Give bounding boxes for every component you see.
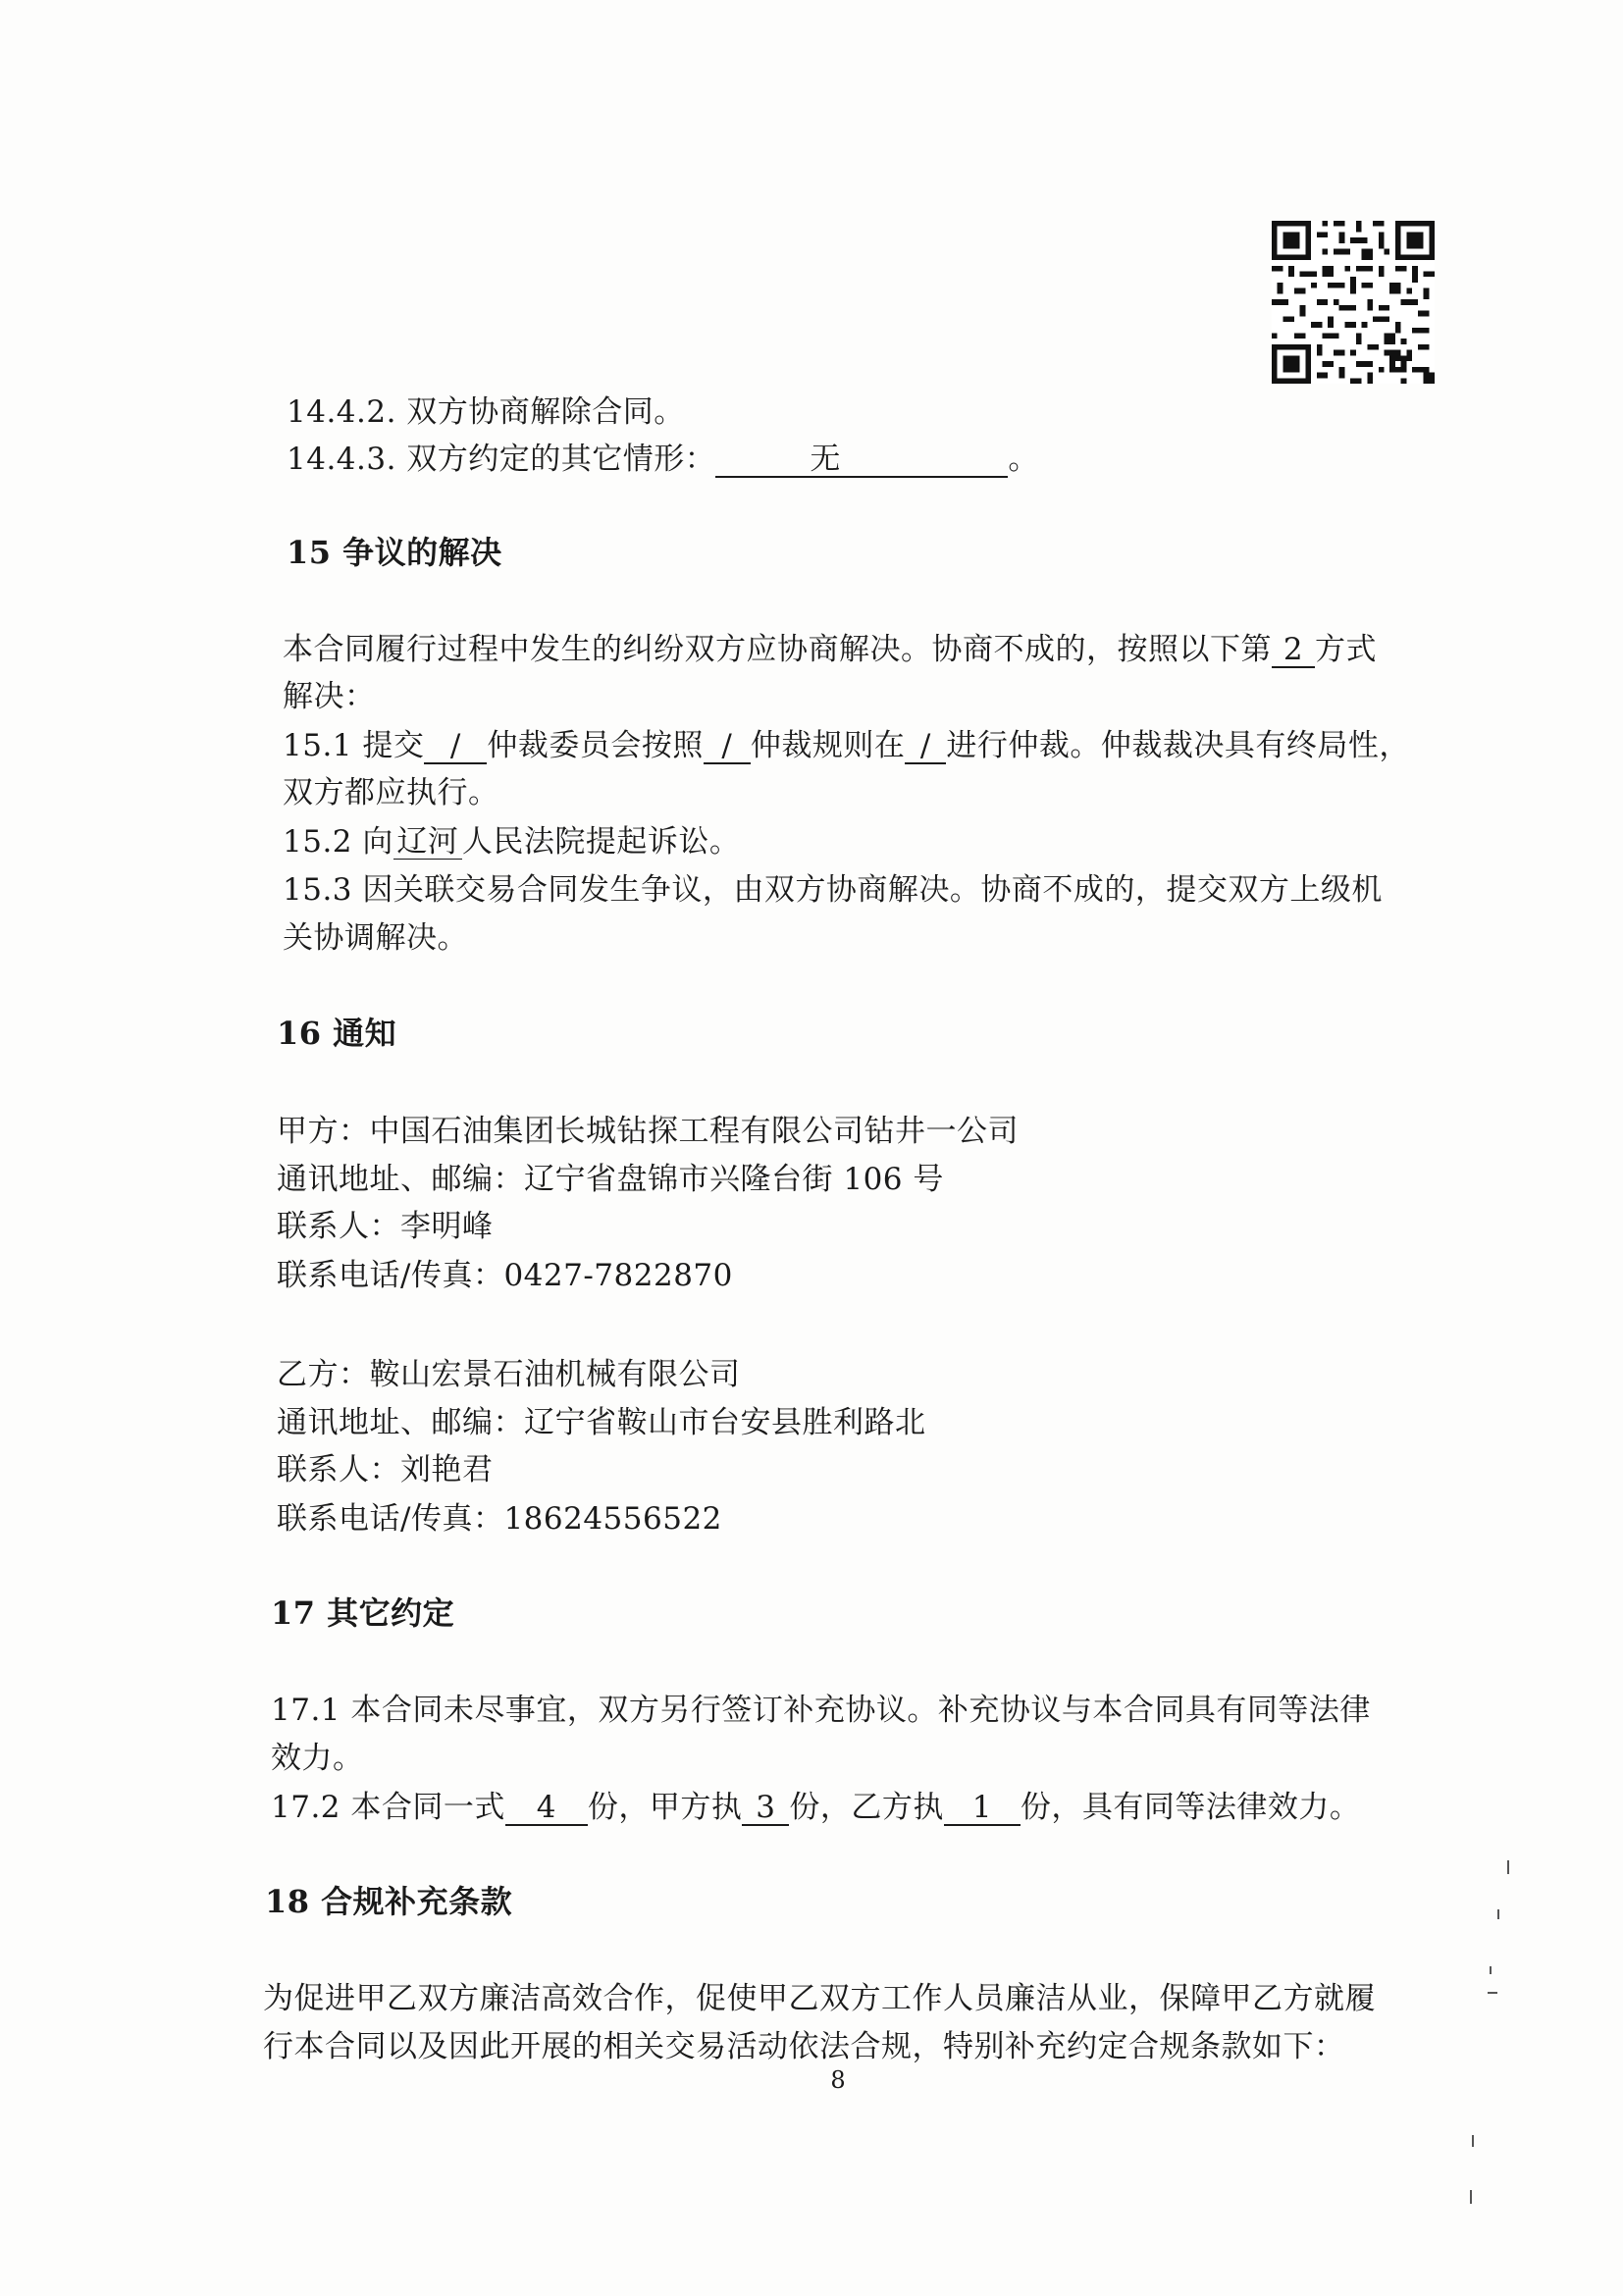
qr-code-icon: [1272, 221, 1435, 384]
party-b-contact: 联系人：刘艳君: [277, 1452, 494, 1487]
arbitration-place-blank: /: [905, 729, 946, 764]
margin-mark: [1497, 1909, 1499, 1919]
item-17-1-line2: 效力。: [271, 1741, 364, 1776]
item-15-2-text: 人民法院提起诉讼。: [461, 824, 741, 860]
party-b-copies-blank: 1: [944, 1791, 1021, 1826]
item-17-2-text-c: 份，乙方执: [789, 1790, 944, 1825]
item-15-2-label: 15.2 向: [283, 824, 393, 860]
party-a-copies-blank: 3: [742, 1791, 789, 1826]
party-a-address: 通讯地址、邮编：辽宁省盘锦市兴隆台街 106 号: [277, 1162, 944, 1197]
item-17-1: 17.1 本合同未尽事宜，双方另行签订补充协议。补充协议与本合同具有同等法律: [271, 1693, 1371, 1728]
clause-18-paragraph-line2: 行本合同以及因此开展的相关交易活动依法合规，特别补充约定合规条款如下：: [263, 2029, 1345, 2064]
item-14-4-3: [287, 440, 1039, 479]
arbitration-commission-blank: /: [424, 729, 487, 764]
margin-mark: [1490, 1966, 1492, 1974]
party-a-contact: 联系人：李明峰: [277, 1209, 494, 1244]
clause-15-heading: 15 争议的解决: [287, 534, 502, 571]
clause-18-heading: 18 合规补充条款: [265, 1883, 513, 1920]
item-15-1-text-c: 仲裁规则在: [750, 728, 906, 763]
clause-15-paragraph-text: 本合同履行过程中发生的纠纷双方应协商解决。协商不成的，按照以下第: [283, 632, 1272, 667]
item-15-1-label: 15.1 提交: [283, 728, 425, 763]
margin-mark: [1488, 1992, 1497, 1994]
margin-mark: [1472, 2135, 1474, 2147]
item-17-2-label: 17.2 本合同一式: [271, 1790, 505, 1825]
item-17-2: [271, 1788, 1360, 1827]
item-15-2: [283, 822, 740, 861]
party-a-phone: 联系电话/传真：0427-7822870: [277, 1258, 733, 1293]
period: 。: [1008, 442, 1039, 477]
item-15-1: [283, 726, 1410, 765]
item-17-2-text-d: 份，具有同等法律效力。: [1020, 1790, 1361, 1825]
margin-mark: [1507, 1860, 1509, 1874]
item-15-1-text-d: 进行仲裁。仲裁裁决具有终局性，: [946, 728, 1410, 763]
court-name-blank: 辽河: [393, 825, 462, 860]
item-15-3-line2: 关协调解决。: [283, 920, 468, 956]
dispute-method-blank: 2: [1272, 633, 1315, 668]
party-a-name: 甲方：中国石油集团长城钻探工程有限公司钻井一公司: [277, 1114, 1019, 1149]
item-17-2-text-b: 份，甲方执: [587, 1790, 743, 1825]
clause-16-heading: 16 通知: [277, 1015, 397, 1052]
item-15-1-line2: 双方都应执行。: [283, 775, 499, 810]
party-b-address: 通讯地址、邮编：辽宁省鞍山市台安县胜利路北: [277, 1405, 926, 1440]
item-15-1-text-b: 仲裁委员会按照: [487, 728, 704, 763]
clause-15-paragraph-line2: 解决：: [283, 679, 376, 714]
other-circumstances-blank: 无: [715, 443, 1008, 478]
total-copies-blank: 4: [505, 1791, 588, 1826]
party-b-name: 乙方：鞍山宏景石油机械有限公司: [277, 1357, 741, 1392]
page-number: 8: [830, 2066, 846, 2094]
clause-18-paragraph: 为促进甲乙双方廉洁高效合作，促使甲乙双方工作人员廉洁从业，保障甲乙方就履: [263, 1981, 1376, 2016]
party-b-phone: 联系电话/传真：18624556522: [277, 1501, 722, 1537]
arbitration-rules-blank: /: [704, 729, 751, 764]
clause-15-paragraph-suffix: 方式: [1315, 632, 1377, 667]
item-15-3: 15.3 因关联交易合同发生争议，由双方协商解决。协商不成的，提交双方上级机: [283, 872, 1383, 908]
margin-mark: [1470, 2190, 1472, 2204]
clause-15-paragraph: [283, 630, 1377, 669]
item-14-4-3-label: 14.4.3. 双方约定的其它情形：: [287, 442, 716, 477]
clause-17-heading: 17 其它约定: [271, 1594, 455, 1632]
item-14-4-2: 14.4.2. 双方协商解除合同。: [287, 394, 685, 430]
